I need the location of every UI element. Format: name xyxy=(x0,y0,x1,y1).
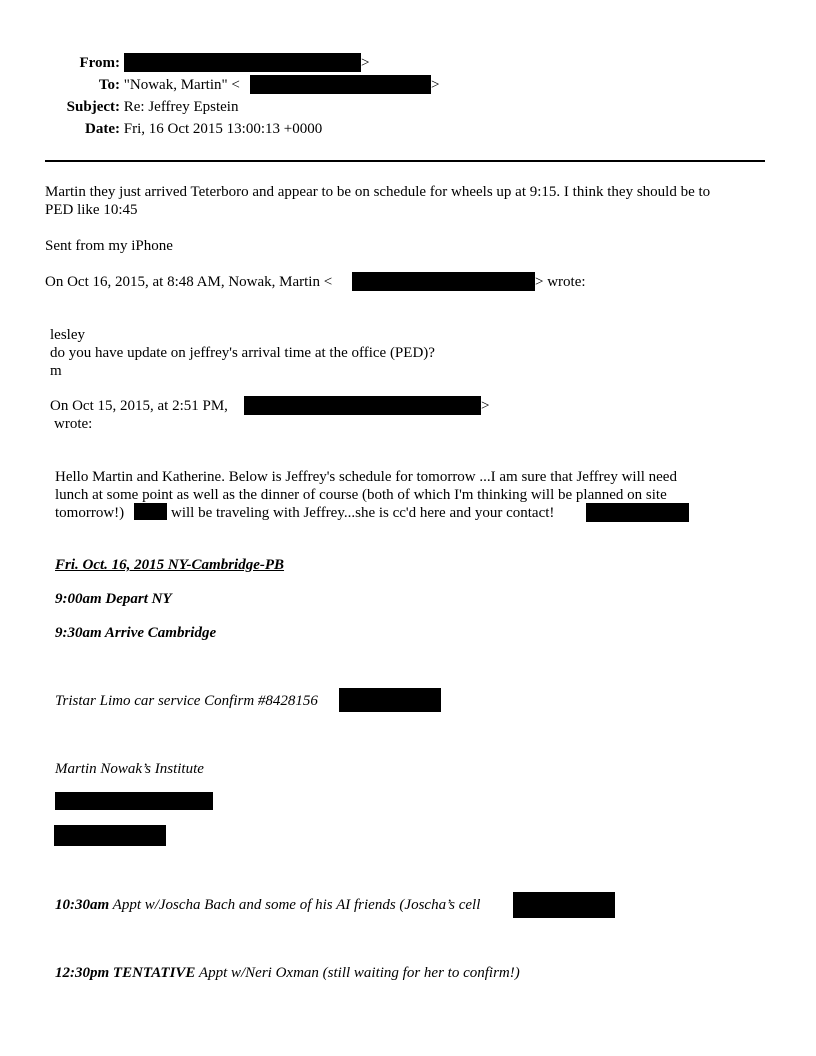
schedule-heading: Fri. Oct. 16, 2015 NY-Cambridge-PB xyxy=(55,557,285,573)
reply-line2: do you have update on jeffrey's arrival time at the office (PED)? xyxy=(50,345,435,361)
body-para1-line2: PED like 10:45 xyxy=(45,202,138,218)
schedule-item-arrive: 9:30am Arrive Cambridge xyxy=(55,625,217,641)
institute-name: Martin Nowak’s Institute xyxy=(55,761,204,777)
to-value: "Nowak, Martin" < xyxy=(123,77,240,93)
subject-value: Re: Jeffrey Epstein xyxy=(123,99,239,115)
message-line3b: will be traveling with Jeffrey...she is cc'd here and your contact! xyxy=(171,505,555,521)
appt2-time: 12:30pm TENTATIVE xyxy=(55,965,196,981)
signature: Sent from my iPhone xyxy=(45,238,173,254)
subject-row xyxy=(60,98,238,116)
appt1 xyxy=(55,896,480,914)
appt1-text: Appt w/Joscha Bach and some of his AI friends (Joscha’s cell xyxy=(109,897,481,913)
date-row xyxy=(60,120,322,138)
appt2-text: Appt w/Neri Oxman (still waiting for her to confirm!) xyxy=(195,965,520,981)
address-redaction-2 xyxy=(54,825,166,846)
to-row xyxy=(60,76,240,94)
subject-label: Subject: xyxy=(66,99,120,115)
header-divider xyxy=(45,160,765,162)
address-redaction-1 xyxy=(55,792,213,810)
phone-redaction xyxy=(513,892,615,918)
date-label: Date: xyxy=(85,121,120,137)
limo-confirmation: Tristar Limo car service Confirm #8428156 xyxy=(55,693,318,709)
quote1-prefix: On Oct 16, 2015, at 8:48 AM, Nowak, Martin < xyxy=(45,274,333,290)
quote2-wrote: wrote: xyxy=(54,416,93,432)
message-line2: lunch at some point as well as the dinner of course (both of which I'm thinking will be planned on site xyxy=(55,487,667,503)
quote2-prefix: On Oct 15, 2015, at 2:51 PM, xyxy=(50,398,228,414)
quote2-redaction xyxy=(244,396,481,415)
appt1-time: 10:30am xyxy=(55,897,110,913)
to-label: To: xyxy=(98,77,120,93)
from-suffix: > xyxy=(361,55,370,71)
body-para1-line1: Martin they just arrived Teterboro and appear to be on schedule for wheels up at 9:15. I think they should be to xyxy=(45,184,711,200)
limo-redaction xyxy=(339,688,441,712)
to-redaction xyxy=(250,75,431,94)
message-line3a: tomorrow!) xyxy=(55,505,125,521)
message-line1: Hello Martin and Katherine. Below is Jeffrey's schedule for tomorrow ...I am sure that Jeffrey will need xyxy=(55,469,677,485)
reply-line3: m xyxy=(50,363,62,379)
from-label: From: xyxy=(79,55,120,71)
appt2 xyxy=(55,964,520,982)
from-redaction xyxy=(124,53,361,72)
from-row xyxy=(60,54,120,72)
to-suffix: > xyxy=(431,77,440,93)
date-value: Fri, 16 Oct 2015 13:00:13 +0000 xyxy=(123,121,323,137)
name-redaction xyxy=(134,503,167,520)
quote1-redaction xyxy=(352,272,535,291)
quote1-suffix: > wrote: xyxy=(535,274,586,290)
quote2-suffix: > xyxy=(481,398,490,414)
reply-line1: lesley xyxy=(50,327,85,343)
schedule-item-depart: 9:00am Depart NY xyxy=(55,591,172,607)
contact-redaction xyxy=(586,503,689,522)
